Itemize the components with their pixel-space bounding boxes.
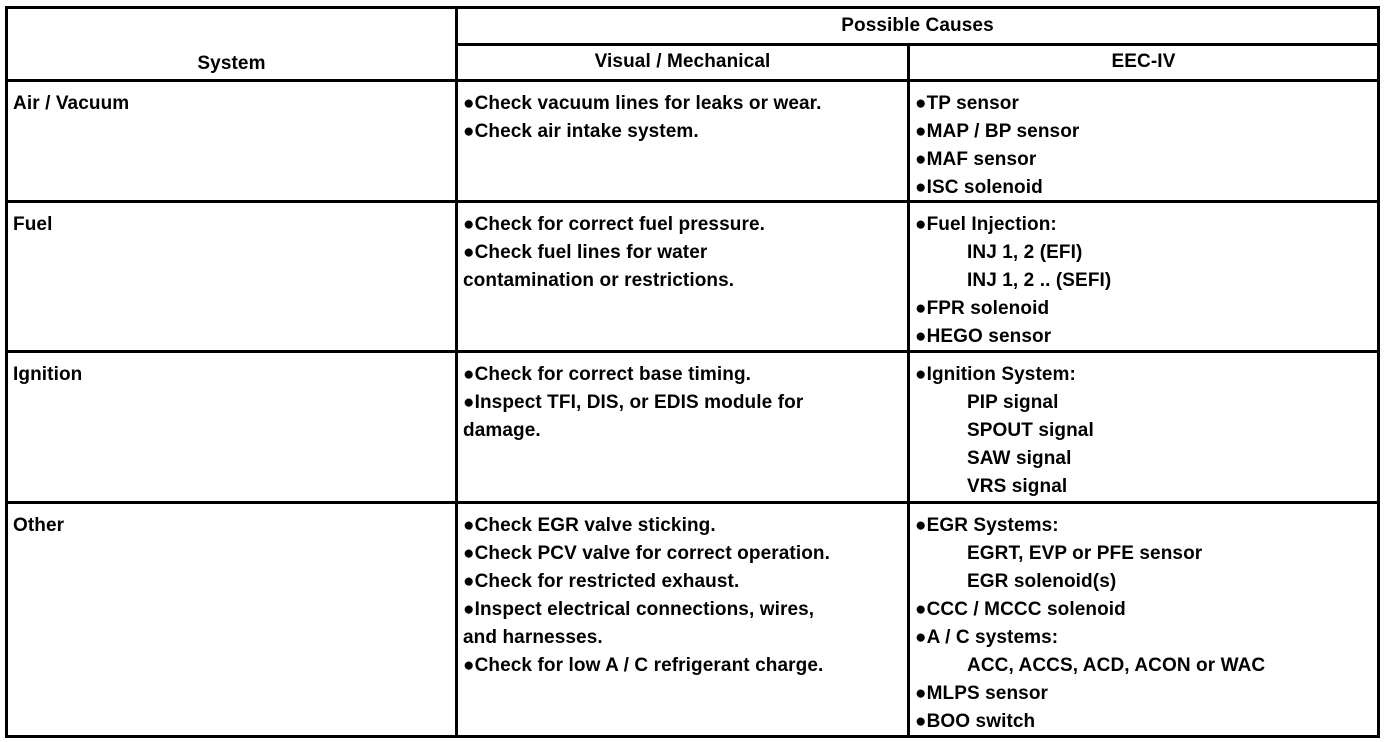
causes-table	[5, 6, 1380, 738]
list-item: ●A / C systems:	[915, 627, 1059, 648]
header-eec-iv: EEC-IV	[1111, 51, 1176, 72]
list-item: ●Check for correct fuel pressure.	[463, 214, 765, 235]
list-item: ●Check air intake system.	[463, 121, 699, 142]
row-system-other: Other	[13, 515, 65, 536]
list-item: ●CCC / MCCC solenoid	[915, 599, 1126, 620]
list-item: ●Inspect TFI, DIS, or EDIS module for	[463, 392, 804, 413]
header-system: System	[197, 53, 266, 74]
table-border-top	[5, 6, 1380, 9]
list-item: ●Fuel Injection:	[915, 214, 1057, 235]
row-system-fuel: Fuel	[13, 214, 53, 235]
row-visual-other	[463, 512, 830, 680]
list-item: ●MLPS sensor	[915, 683, 1049, 704]
header-subdivider	[455, 43, 1380, 46]
row-divider-2	[5, 350, 1380, 353]
list-item: ●BOO switch	[915, 711, 1036, 732]
list-item: ●Check for restricted exhaust.	[463, 571, 740, 592]
list-item: ●TP sensor	[915, 93, 1019, 114]
list-item: ●Check vacuum lines for leaks or wear.	[463, 93, 822, 114]
list-item: damage.	[463, 420, 541, 441]
list-item: SPOUT signal	[967, 420, 1094, 441]
list-item: VRS signal	[967, 476, 1068, 497]
list-item: ●ISC solenoid	[915, 177, 1043, 198]
row-visual-air-vacuum	[463, 90, 822, 146]
column-divider-eec	[907, 44, 910, 738]
list-item: ●FPR solenoid	[915, 298, 1050, 319]
row-divider-3	[5, 501, 1380, 504]
header-visual-mechanical: Visual / Mechanical	[594, 51, 771, 72]
column-divider-system	[455, 6, 458, 738]
list-item: ●Inspect electrical connections, wires,	[463, 599, 815, 620]
row-eec-other	[915, 512, 1265, 736]
row-system-air-vacuum: Air / Vacuum	[13, 93, 130, 114]
list-item: SAW signal	[967, 448, 1072, 469]
list-item: EGR solenoid(s)	[967, 571, 1117, 592]
list-item: ●Check for low A / C refrigerant charge.	[463, 655, 824, 676]
row-eec-fuel	[915, 211, 1111, 351]
list-item: ●EGR Systems:	[915, 515, 1059, 536]
list-item: ●Check for correct base timing.	[463, 364, 752, 385]
list-item: ●Check EGR valve sticking.	[463, 515, 716, 536]
list-item: ●MAF sensor	[915, 149, 1037, 170]
table-border-left	[5, 6, 8, 738]
list-item: INJ 1, 2 .. (SEFI)	[967, 270, 1112, 291]
header-bottom-line	[5, 79, 1380, 82]
list-item: EGRT, EVP or PFE sensor	[967, 543, 1203, 564]
list-item: ●MAP / BP sensor	[915, 121, 1080, 142]
row-eec-ignition	[915, 361, 1094, 501]
list-item: ●HEGO sensor	[915, 326, 1052, 347]
header-possible-causes: Possible Causes	[841, 15, 994, 36]
row-system-ignition: Ignition	[13, 364, 83, 385]
list-item: contamination or restrictions.	[463, 270, 735, 291]
row-visual-fuel	[463, 211, 765, 295]
list-item: ●Ignition System:	[915, 364, 1076, 385]
list-item: INJ 1, 2 (EFI)	[967, 242, 1083, 263]
row-eec-air-vacuum	[915, 90, 1079, 202]
list-item: PIP signal	[967, 392, 1059, 413]
list-item: ●Check PCV valve for correct operation.	[463, 543, 830, 564]
table-border-right	[1377, 6, 1380, 738]
row-visual-ignition	[463, 361, 803, 445]
list-item: and harnesses.	[463, 627, 603, 648]
list-item: ●Check fuel lines for water	[463, 242, 708, 263]
row-divider-1	[5, 200, 1380, 203]
list-item: ACC, ACCS, ACD, ACON or WAC	[967, 655, 1266, 676]
